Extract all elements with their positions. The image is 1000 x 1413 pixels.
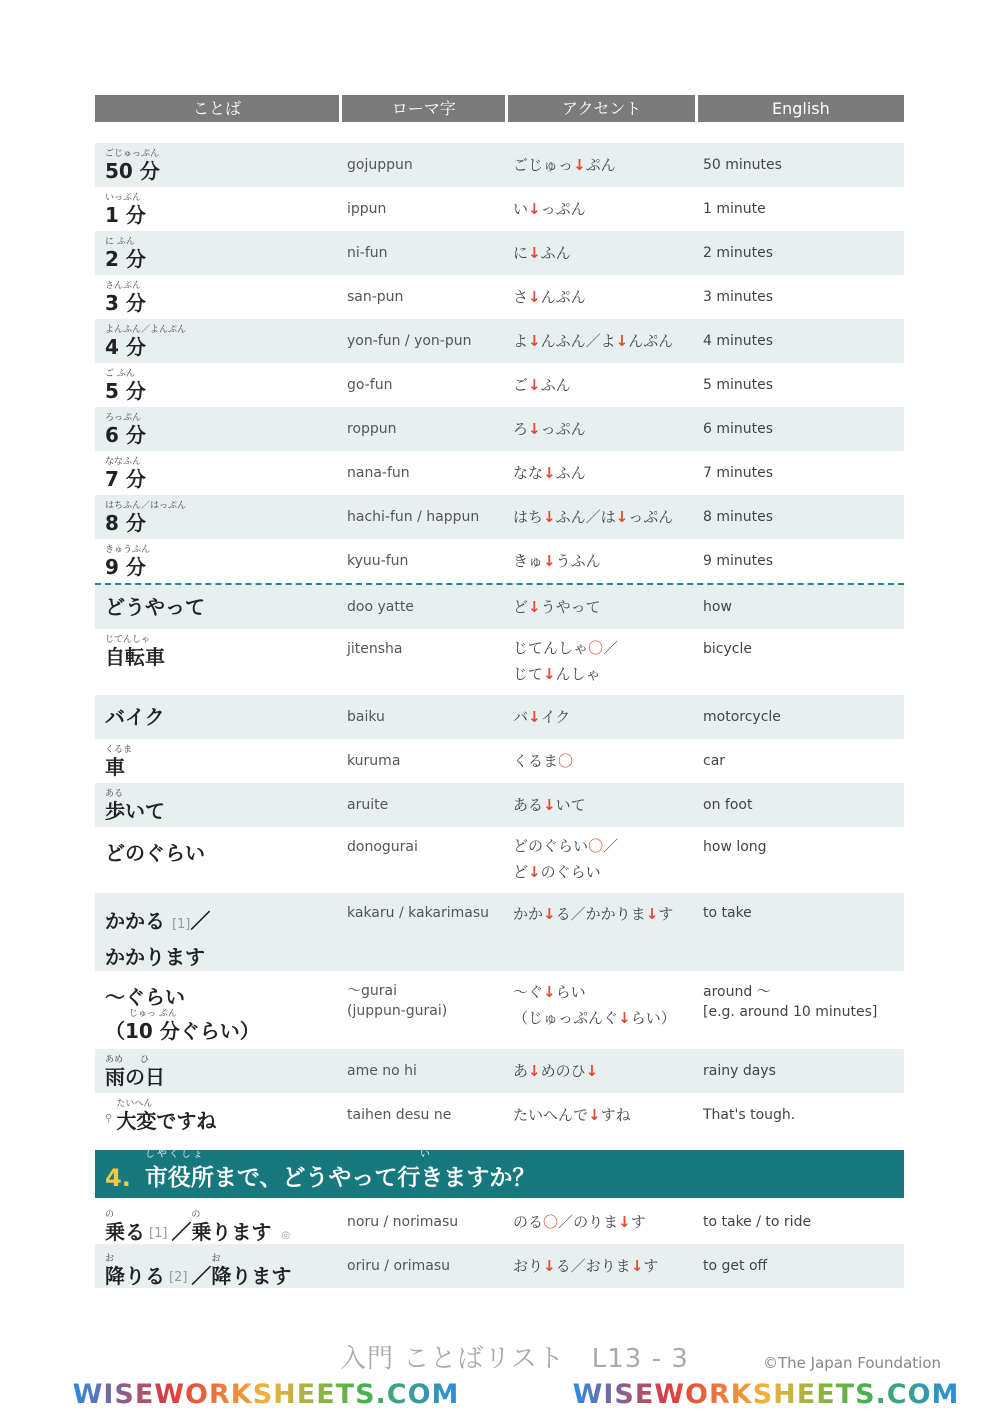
accent-drop-mark: ↓ [618,1213,631,1231]
romaji: doo yatte [347,599,414,615]
table-row [95,739,904,783]
table-row [95,695,904,739]
word: どのぐらい [105,841,205,865]
table-row [95,1049,904,1093]
word: 6 分 [105,423,146,447]
accent-drop-mark: ↓ [543,796,556,814]
word-polite: 降ります [211,1264,292,1288]
romaji: kakaru / kakarimasu [347,905,490,921]
word: 車 [105,755,125,779]
english: rainy days [703,1063,776,1079]
furigana: ろっぷん [105,413,142,423]
word: 歩いて [105,799,165,823]
accent-drop-mark: ↓ [543,983,556,1001]
furigana: お [211,1254,221,1264]
accent-drop-mark: ↓ [528,420,541,438]
accent: よ ↓ んふん／よ ↓ んぷん [513,319,703,363]
accent: さ ↓ んぷん [513,275,703,319]
romaji: hachi-fun / happun [347,509,480,525]
word: 1 分 [105,203,146,227]
romaji: noru / norimasu [347,1214,459,1230]
table-row [95,629,904,695]
verb-group-note: [1] [149,1226,168,1241]
accent: に ↓ ふん [513,231,703,275]
accent-drop-mark: ↓ [615,508,629,526]
accent-flat-mark: 〇 [588,639,604,657]
furigana: たいへん [116,1099,153,1109]
romaji: yon-fun / yon-pun [347,333,472,349]
accent-alt: ど↓のぐらい [513,863,601,881]
accent-drop-mark: ↓ [528,200,541,218]
furigana: に ふん [105,237,135,247]
accent: ど ↓ うやって [513,585,703,629]
furigana: さんぷん [105,281,142,291]
brand-text: WISEWORKSHEETS.COM [72,1378,460,1410]
accent-example: （じゅっぷんぐ↓らい） [513,1009,676,1027]
section-title: 市役所まで、どうやって行きますか？ [144,1165,536,1191]
accent-drop-mark: ↓ [573,156,586,174]
english: 8 minutes [703,509,774,525]
accent-drop-mark: ↓ [528,708,541,726]
english: 5 minutes [703,377,774,393]
romaji: nana-fun [347,465,410,481]
accent-flat-mark: 〇 [543,1213,559,1231]
romaji: ippun [347,201,387,217]
table-row [95,363,904,407]
accent-drop-mark: ↓ [543,905,556,923]
furigana: きゅうふん [105,545,151,555]
furigana: ある [105,789,124,799]
english: 3 minutes [703,289,774,305]
separator: ／ [191,1264,212,1288]
romaji: oriru / orimasu [347,1258,451,1274]
romaji: ame no hi [347,1063,417,1079]
table-row [95,275,904,319]
romaji: ni-fun [347,245,388,261]
accent-drop-mark: ↓ [528,598,541,616]
english: around ～ [703,984,771,1000]
english: 4 minutes [703,333,774,349]
romaji: ～gurai [347,983,397,999]
accent-drop-mark: ↓ [543,1257,556,1275]
section-furigana: しやくしょ [144,1149,205,1160]
english: on foot [703,797,753,813]
accent-drop-mark: ↓ [528,288,541,306]
accent-drop-mark: ↓ [630,1257,644,1275]
accent: どのぐらい〇／ [513,837,619,855]
accent: ある ↓ いて [513,783,703,827]
header-romaji: ローマ字 [342,95,505,122]
english: how long [703,839,767,855]
word-example: （10 分ぐらい） [105,1019,260,1043]
search-icon: ⚲ [105,1113,113,1124]
table-row [95,231,904,275]
english: to take [703,905,752,921]
audio-icon[interactable]: ◎ [281,1230,291,1241]
verb-group-note: [2] [169,1270,188,1285]
english: 6 minutes [703,421,774,437]
romaji: donogurai [347,839,418,855]
section-furigana-2: い [419,1149,432,1160]
accent-drop-mark: ↓ [543,508,556,526]
accent: ～ぐ↓らい [513,983,586,1001]
header-english: English [698,95,904,122]
table-row [95,783,904,827]
brand-logo-icon [541,1384,569,1412]
furigana: お [105,1254,115,1264]
table-row [95,143,904,187]
english: how [703,599,732,615]
word: 3 分 [105,291,146,315]
table-row [95,319,904,363]
romaji: kuruma [347,753,401,769]
word: 9 分 [105,555,146,579]
english: 1 minute [703,201,766,217]
section-number: 4. [105,1164,131,1192]
accent: い ↓ っぷん [513,187,703,231]
word: 4 分 [105,335,146,359]
accent: ろ ↓ っぷん [513,407,703,451]
header-accent: アクセント [508,95,694,122]
word: バイク [105,705,165,729]
word: 自転車 [105,645,165,669]
accent-drop-mark: ↓ [543,665,556,683]
table-row [95,1200,904,1244]
separator: ／ [190,909,211,933]
furigana: の [105,1210,115,1220]
romaji: gojuppun [347,157,413,173]
word: 大変ですね [116,1109,217,1133]
table-row [95,407,904,451]
accent-flat-mark: 〇 [558,752,574,770]
accent: ごじゅっ ↓ ぷん [513,143,703,187]
verb-group-note: [1] [171,917,191,932]
furigana: じてんしゃ [105,635,151,645]
accent: きゅ ↓ うふん [513,539,703,583]
section-heading [95,1150,904,1198]
accent: たいへんで ↓ すね [513,1093,703,1137]
furigana: ななふん [105,457,142,467]
accent-drop-mark: ↓ [645,905,659,923]
accent-drop-mark: ↓ [543,464,556,482]
table-row [95,187,904,231]
english: to get off [703,1258,768,1274]
word-polite: かかります [105,945,205,969]
romaji: go-fun [347,377,393,393]
english: 7 minutes [703,465,774,481]
romaji: kyuu-fun [347,553,409,569]
word: 7 分 [105,467,146,491]
header-kotoba: ことば [95,95,339,122]
furigana: よんふん／よんぷん [105,325,187,335]
vocabulary-list [95,95,904,1137]
accent: かか↓る／かかりま↓す [513,905,674,923]
furigana: ごじゅっぷん [105,149,160,159]
table-row [95,583,904,629]
accent: おり ↓ る／おりま ↓ す [513,1244,703,1288]
accent: バ ↓ イク [513,695,703,739]
romaji: taihen desu ne [347,1107,452,1123]
accent: はち ↓ ふん／は ↓ っぷん [513,495,703,539]
accent-drop-mark: ↓ [528,332,541,350]
word: 降りる [105,1264,165,1288]
english: That's tough. [703,1107,796,1123]
separator: ／ [171,1220,192,1244]
word: どうやって [105,595,205,619]
accent: なな ↓ ふん [513,451,703,495]
word: 2 分 [105,247,146,271]
accent-drop-mark: ↓ [528,244,541,262]
romaji-example: (juppun-gurai) [347,1003,448,1019]
romaji: baiku [347,709,385,725]
romaji: aruite [347,797,389,813]
english: motorcycle [703,709,781,725]
accent-drop-mark: ↓ [585,1062,599,1080]
word: かかる [105,909,165,933]
table-row [95,827,904,893]
table-row [95,893,904,971]
romaji: san-pun [347,289,404,305]
word: 8 分 [105,511,146,535]
table-row [95,451,904,495]
accent-drop-mark: ↓ [528,376,541,394]
furigana: ご ふん [105,369,135,379]
brand-logo-icon [41,1384,69,1412]
copyright: ©The Japan Foundation [763,1354,942,1372]
brand-text: WISEWORKSHEETS.COM [572,1378,960,1410]
romaji: roppun [347,421,397,437]
page-footer-title: 入門 ことばリスト L13 - 3 [340,1344,689,1374]
accent: のる 〇 ／のりま ↓ す [513,1200,703,1244]
english: 50 minutes [703,157,782,173]
accent-alt: じて↓んしゃ [513,665,601,683]
english: bicycle [703,641,752,657]
furigana: いっぷん [105,193,142,203]
word: ～ぐらい [105,985,185,1009]
word: 50 分 [105,159,160,183]
table-row [95,539,904,583]
accent-drop-mark: ↓ [588,1106,601,1124]
furigana: じゅっ ぷん [129,1009,177,1019]
furigana: はちふん／はっぷん [105,501,187,511]
table-row [95,1093,904,1137]
table-row [95,971,904,1049]
english-example: [e.g. around 10 minutes] [703,1004,878,1020]
accent-drop-mark: ↓ [528,1062,541,1080]
romaji: jitensha [347,641,403,657]
watermark-banner [0,1378,1000,1413]
word: 雨の日 [105,1065,165,1089]
english: 2 minutes [703,245,774,261]
word: 5 分 [105,379,146,403]
vocabulary-list-section-4 [95,1200,904,1288]
furigana: の [191,1210,201,1220]
furigana: くるま [105,745,133,755]
english: to take / to ride [703,1214,812,1230]
english: car [703,753,726,769]
accent-drop-mark: ↓ [528,863,541,881]
table-header [95,95,904,122]
accent: じてんしゃ〇／ [513,639,619,657]
accent: ご ↓ ふん [513,363,703,407]
accent-drop-mark: ↓ [618,1009,631,1027]
table-row [95,1244,904,1288]
accent-drop-mark: ↓ [543,552,556,570]
word-polite: 乗ります [191,1220,272,1244]
accent: あ ↓ めのひ ↓ [513,1049,703,1093]
furigana: あめ ひ [105,1055,150,1065]
accent-drop-mark: ↓ [615,332,629,350]
table-row [95,495,904,539]
accent-flat-mark: 〇 [588,837,604,855]
accent: くるま 〇 [513,739,703,783]
word: 乗る [105,1220,145,1244]
english: 9 minutes [703,553,774,569]
